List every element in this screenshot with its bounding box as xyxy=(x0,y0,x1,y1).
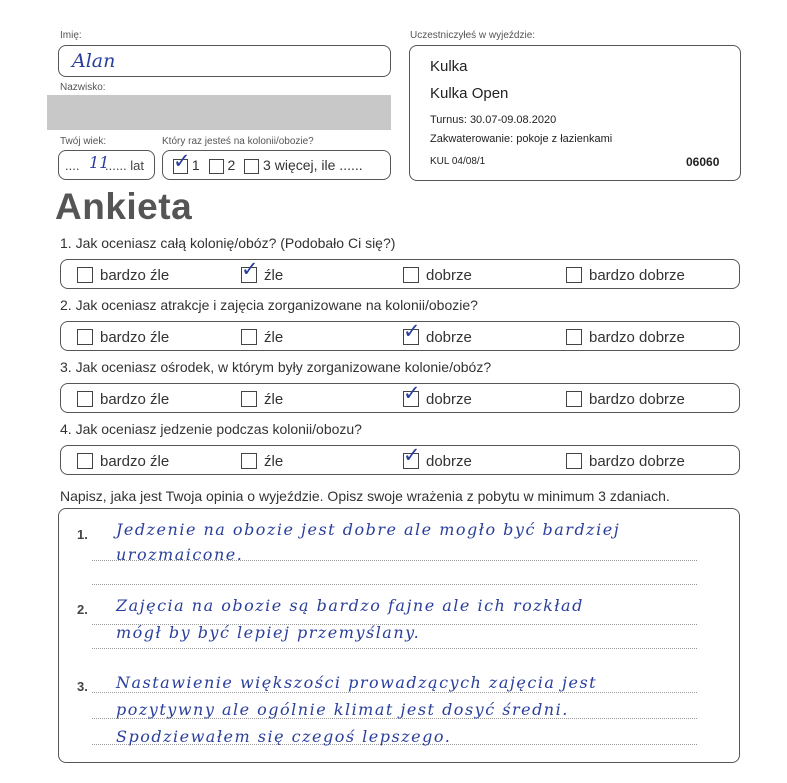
opinion-answer-3-line-1: Nastawienie większości prowadzących zajęcia jest xyxy=(116,673,598,692)
page-title: Ankieta xyxy=(55,186,193,227)
option-label: dobrze xyxy=(426,391,472,408)
time-label: Który raz jesteś na kolonii/obozie? xyxy=(162,136,314,147)
checkbox[interactable] xyxy=(566,267,582,283)
option-bad[interactable] xyxy=(241,256,284,284)
opinion-number-3: 3. xyxy=(77,679,88,694)
turnus: Turnus: 30.07-09.08.2020 xyxy=(430,114,557,126)
time-field xyxy=(162,150,391,180)
option-label: bardzo źle xyxy=(100,453,170,470)
checkbox[interactable] xyxy=(77,267,93,283)
age-dots-before: .... xyxy=(65,158,80,173)
opinion-number-2: 2. xyxy=(77,602,88,617)
checkbox[interactable] xyxy=(241,453,257,469)
option-very-bad[interactable] xyxy=(77,267,169,284)
option-label: źle xyxy=(264,267,284,284)
time-option-2: 2 xyxy=(227,157,236,173)
option-bad[interactable] xyxy=(241,391,283,408)
option-good[interactable] xyxy=(403,267,472,284)
check-mark-icon: ✓ xyxy=(403,318,421,343)
trip-label: Uczestniczyłeś w wyjeździe: xyxy=(410,30,536,41)
option-very-good[interactable] xyxy=(566,329,685,346)
checkbox[interactable] xyxy=(403,380,421,407)
time-option-1: 1 xyxy=(191,157,200,173)
age-field[interactable] xyxy=(58,150,155,180)
checkbox[interactable] xyxy=(403,442,421,469)
option-label: bardzo dobrze xyxy=(589,391,685,408)
age-value: 11 xyxy=(89,153,110,172)
opinion-prompt: Napisz, jaka jest Twoja opinia o wyjeździe. Opisz swoje wrażenia z pobytu w minimum 3 zdaniach. xyxy=(60,488,670,504)
checkbox[interactable] xyxy=(403,318,421,345)
checkbox[interactable] xyxy=(77,329,93,345)
checkbox[interactable] xyxy=(241,256,259,283)
check-mark-icon: ✓ xyxy=(241,256,259,281)
checkbox[interactable] xyxy=(403,267,419,283)
trip-name: Kulka xyxy=(430,58,468,75)
opinion-answer-1-line-1: Jedzenie na obozie jest dobre ale mogło być bardziej xyxy=(116,520,621,539)
accommodation: Zakwaterowanie: pokoje z łazienkami xyxy=(430,133,613,145)
option-bad[interactable] xyxy=(241,453,283,470)
checkbox[interactable] xyxy=(77,453,93,469)
name-label: Imię: xyxy=(60,30,82,41)
age-unit: ...... lat xyxy=(105,158,145,173)
option-label: dobrze xyxy=(426,267,472,284)
age-label: Twój wiek: xyxy=(60,136,107,147)
checkbox[interactable] xyxy=(77,391,93,407)
option-label: bardzo źle xyxy=(100,391,170,408)
question-4-options xyxy=(60,442,740,475)
option-good[interactable] xyxy=(403,442,472,470)
question-3-text: 3. Jak oceniasz ośrodek, w którym były zorganizowane kolonie/obóz? xyxy=(60,359,492,375)
dotted-line xyxy=(92,648,697,649)
option-label: dobrze xyxy=(426,453,472,470)
question-4-text: 4. Jak oceniasz jedzenie podczas kolonii/obozu? xyxy=(60,421,362,437)
trip-subname: Kulka Open xyxy=(430,85,509,102)
dotted-line xyxy=(92,692,697,693)
opinion-answer-2-line-1: Zajęcia na obozie są bardzo fajne ale ich rozkład xyxy=(116,596,584,615)
form-number: 06060 xyxy=(686,155,720,169)
checkbox[interactable] xyxy=(241,329,257,345)
check-mark-icon: ✓ xyxy=(173,148,191,173)
option-very-good[interactable] xyxy=(566,267,685,284)
check-mark-icon: ✓ xyxy=(403,380,421,405)
option-label: bardzo dobrze xyxy=(589,267,685,284)
name-field[interactable] xyxy=(58,45,391,77)
checkbox[interactable] xyxy=(566,391,582,407)
option-very-bad[interactable] xyxy=(77,391,169,408)
name-value: Alan xyxy=(72,50,116,72)
time-option-3: 3 więcej, ile ...... xyxy=(263,157,363,173)
time-checkbox-3[interactable] xyxy=(244,159,259,174)
option-label: źle xyxy=(264,453,284,470)
question-1-text: 1. Jak oceniasz całą kolonię/obóz? (Podobało Ci się?) xyxy=(60,235,396,251)
checkbox[interactable] xyxy=(566,453,582,469)
option-label: źle xyxy=(264,391,284,408)
surname-redacted xyxy=(47,95,391,130)
time-checkbox-2[interactable] xyxy=(209,159,224,174)
option-good[interactable] xyxy=(403,380,472,408)
option-bad[interactable] xyxy=(241,329,283,346)
option-very-bad[interactable] xyxy=(77,453,169,470)
opinion-number-1: 1. xyxy=(77,527,88,542)
dotted-line xyxy=(92,584,697,585)
question-1-options xyxy=(60,256,740,289)
option-label: bardzo źle xyxy=(100,267,170,284)
checkbox[interactable] xyxy=(566,329,582,345)
option-label: bardzo źle xyxy=(100,329,170,346)
question-3-options xyxy=(60,380,740,413)
option-label: bardzo dobrze xyxy=(589,329,685,346)
opinion-answer-2-line-2: mógł by być lepiej przemyślany. xyxy=(116,623,421,642)
question-2-options xyxy=(60,318,740,351)
check-mark-icon: ✓ xyxy=(403,442,421,467)
option-label: bardzo dobrze xyxy=(589,453,685,470)
checkbox[interactable] xyxy=(241,391,257,407)
trip-info-box xyxy=(409,45,741,181)
opinion-answer-3-line-2: pozytywny ale ogólnie klimat jest dosyć średni. xyxy=(116,700,569,719)
trip-code: KUL 04/08/1 xyxy=(430,156,486,167)
option-label: dobrze xyxy=(426,329,472,346)
time-checkbox-1[interactable] xyxy=(173,148,191,174)
surname-label: Nazwisko: xyxy=(60,82,106,93)
question-2-text: 2. Jak oceniasz atrakcje i zajęcia zorganizowane na kolonii/obozie? xyxy=(60,297,478,313)
option-good[interactable] xyxy=(403,318,472,346)
option-very-good[interactable] xyxy=(566,391,685,408)
option-very-bad[interactable] xyxy=(77,329,169,346)
opinion-answer-1-line-2: urozmaicone. xyxy=(116,545,244,564)
option-very-good[interactable] xyxy=(566,453,685,470)
opinion-answer-3-line-3: Spodziewałem się czegoś lepszego. xyxy=(116,727,452,746)
option-label: źle xyxy=(264,329,284,346)
